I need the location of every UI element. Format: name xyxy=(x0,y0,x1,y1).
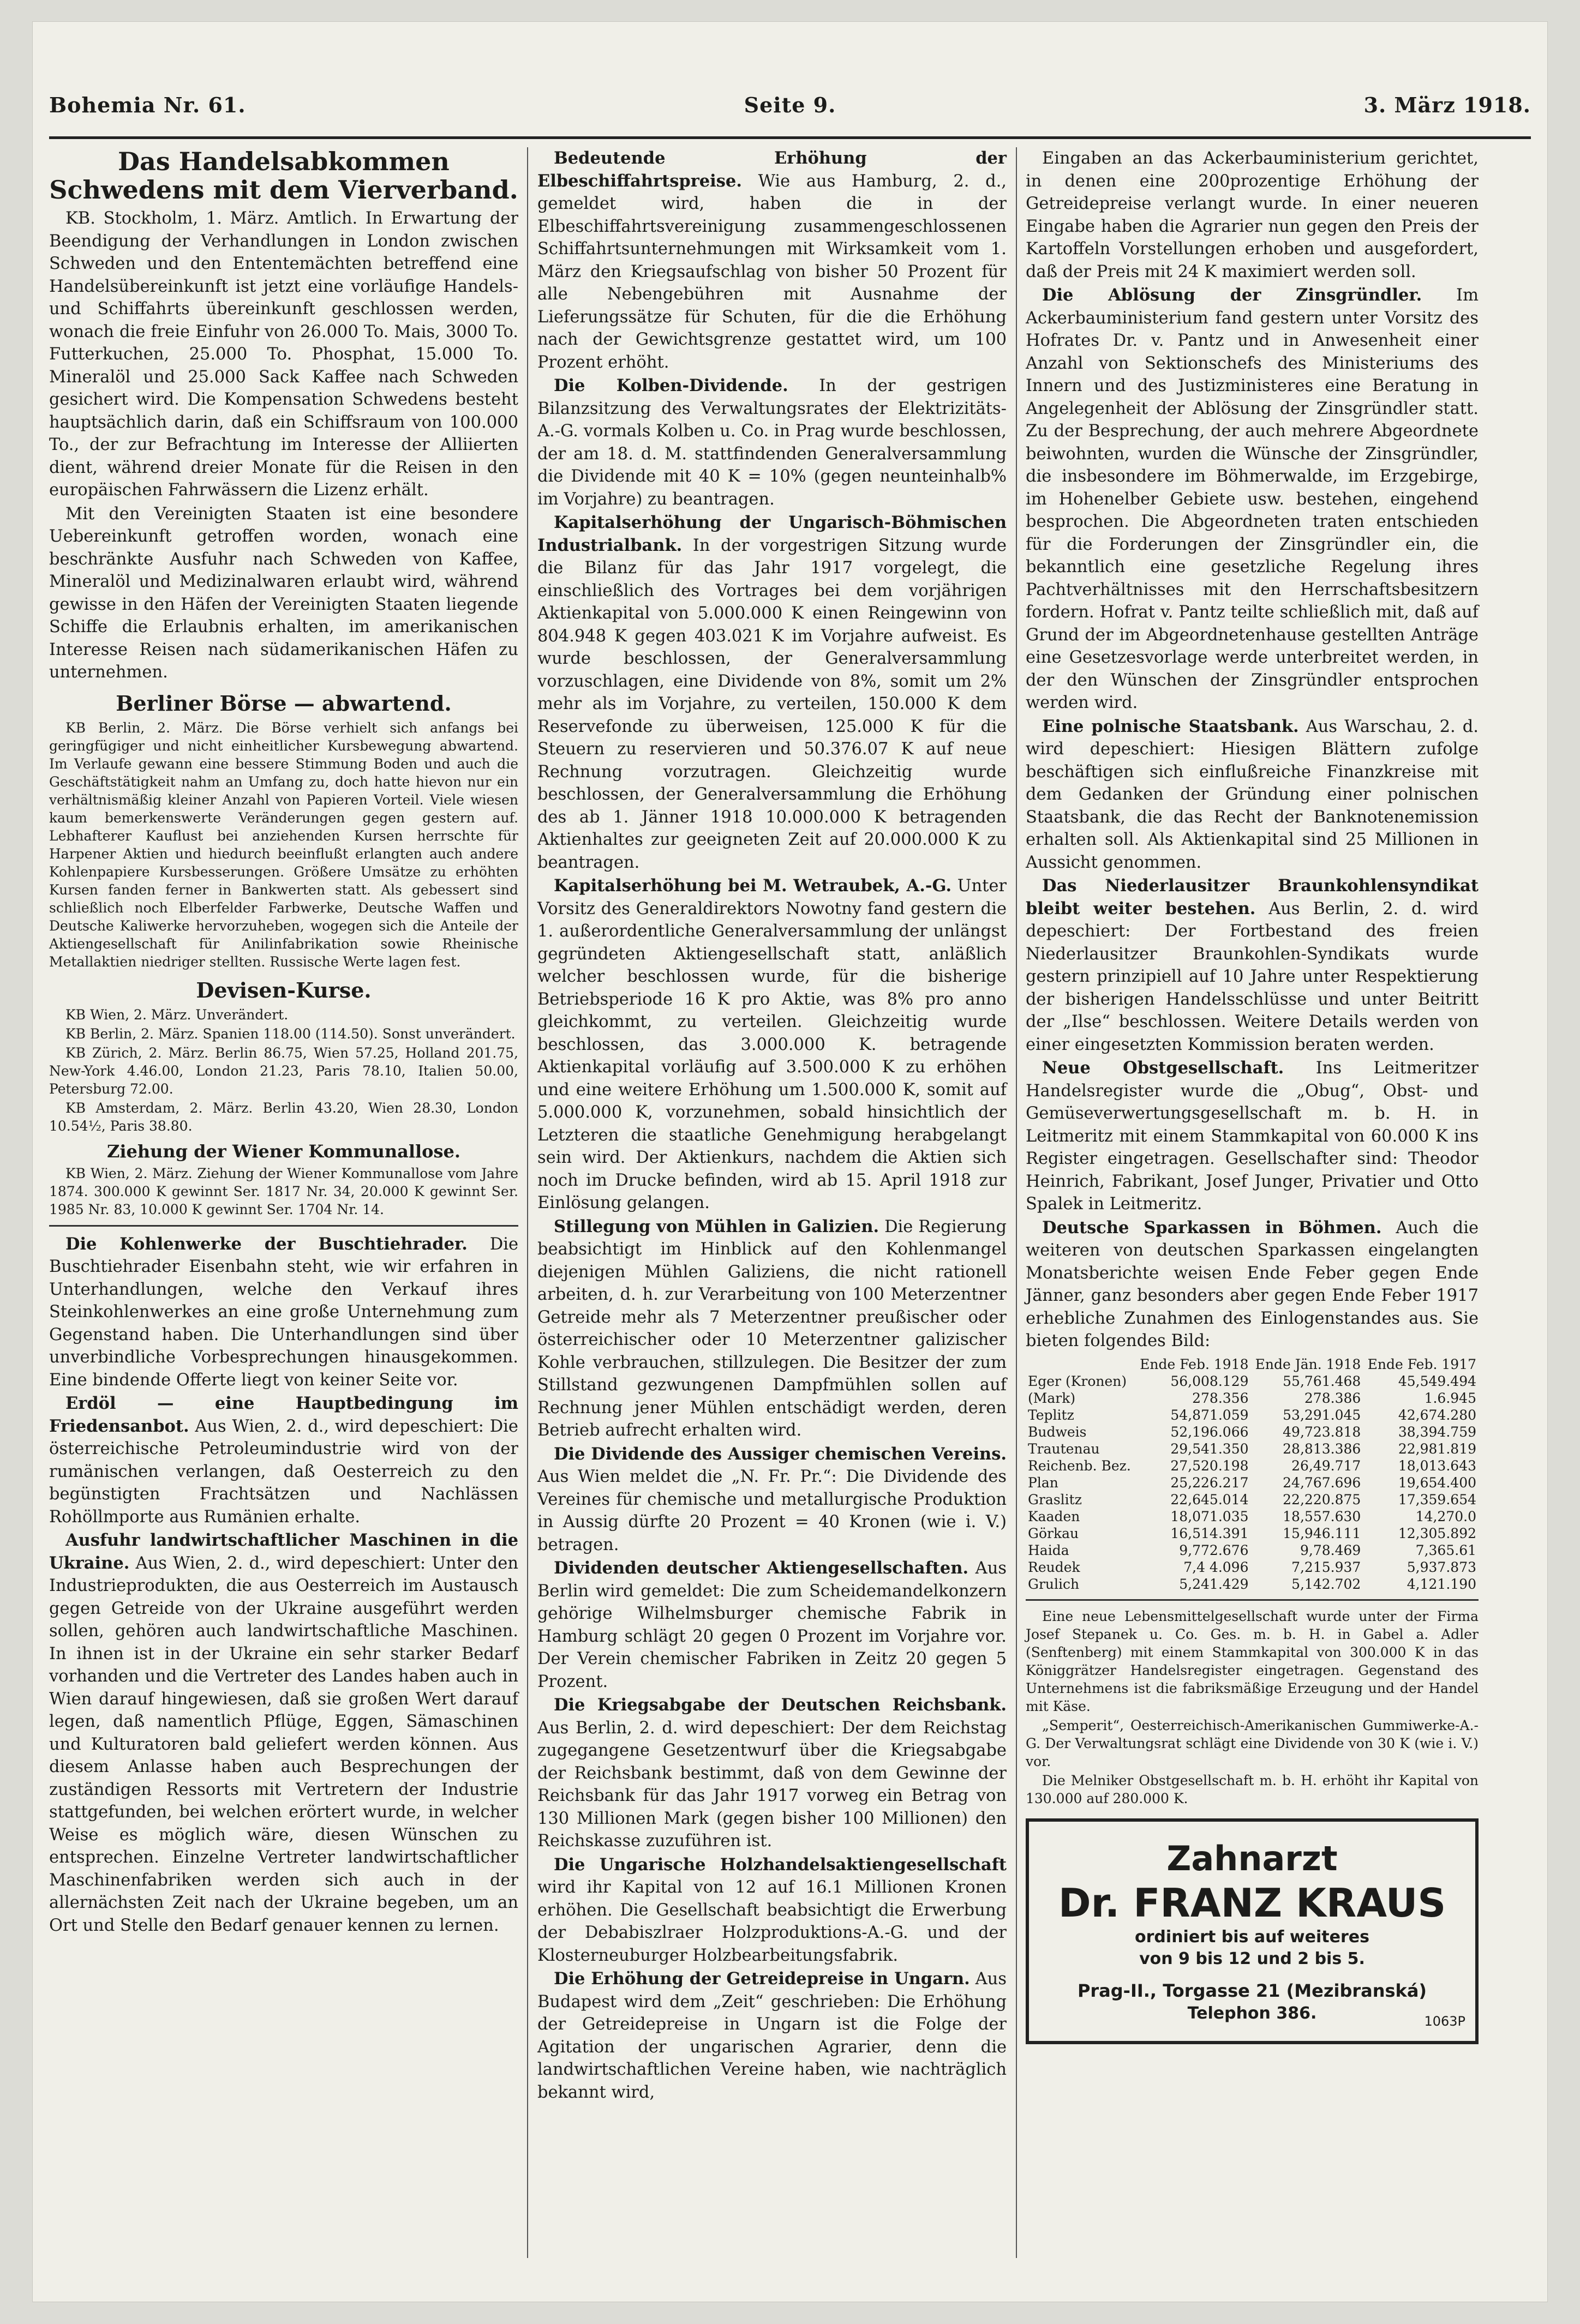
article-text: Unter Vorsitz des Generaldirektors Nowotny fand gestern die 1. außerordentliche Generalversammlung der unlängst gegründeten Aktiengesellschaft statt, anläßlich welcher beschlossen wurde, für die bisherige Betriebsperiode 16 K pro Aktie, was 8% pro anno gleichkommt, zu verteilen. Gleichzeitig wurde beschlossen, das 3.000.000 K. betragende Aktienkapital vorläufig auf 3.500.000 K zu erhöhen und eine weitere Erhöhung um 1.500.000 K, somit auf 5.000.000 K, vorzunehmen, sobald hinsichtlich der Letzteren die staatliche Genehmigung herabgelangt sein wird. Der Aktienkurs, nachdem die Aktien sich noch im Drucke befinden, wird ab 15. April 1918 zur Einlösung gelangen. xyxy=(537,876,1007,1212)
table-cell: Trautenau xyxy=(1028,1440,1100,1457)
article-headline: Ziehung der Wiener Kommunallose. xyxy=(106,1140,461,1162)
table-row xyxy=(1026,1457,1479,1474)
table-cell: 22,981.819 xyxy=(1398,1440,1476,1457)
article-runin-headline: Die Kriegsabgabe der Deutschen Reichsbank. xyxy=(554,1695,1007,1715)
article-text: Aus Warschau, 2. d. wird depeschiert: Hiesigen Blättern zufolge beschäftigen sich einflußreiche Finanzkreise mit dem Gedanken der Gründung einer polnischen Staatsbank, die das Recht der Banknotenemission erhalten soll. Als Aktienkapital sind 25 Millionen in Aussicht genommen. xyxy=(1026,717,1479,872)
article-runin-headline: Die Ungarische Holzhandelsaktiengesellschaft xyxy=(554,1854,1007,1875)
table-cell: Teplitz xyxy=(1028,1407,1074,1423)
article-text: Die Melniker Obstgesellschaft m. b. H. erhöht ihr Kapital von 130.000 auf 280.000 K. xyxy=(1026,1772,1479,1806)
column-3-notices xyxy=(1026,1607,1479,1807)
table-cell: 49,723.818 xyxy=(1283,1424,1361,1440)
table-cell: 22,220.875 xyxy=(1283,1491,1361,1508)
table-cell: 14,270.0 xyxy=(1415,1508,1476,1524)
table-row xyxy=(1026,1542,1479,1559)
table-cell: (Mark) xyxy=(1028,1390,1076,1406)
column-3 xyxy=(1026,147,1479,2044)
column-2 xyxy=(537,147,1007,2105)
article-text: Wie aus Hamburg, 2. d., gemeldet wird, haben die in der Elbeschiffahrtsvereinigung zusammengeschlossenen Schiffahrtsunternehmungen mit Wirksamkeit vom 1. März den Kriegsaufschlag von bisher 50 Prozent für alle Nebengebühren mit Ausnahme der Lieferungssätze für Schuten, für die die Erhöhung nach der Gewichtsgrenze gestattet wird, um 100 Prozent erhöht. xyxy=(537,171,1007,372)
column-1 xyxy=(49,147,518,1938)
ad-phone: Telephon 386. xyxy=(1187,2003,1317,2023)
article-paragraph xyxy=(537,875,1007,1215)
table-cell: 27,520.198 xyxy=(1170,1457,1249,1474)
table-cell: 52,196.066 xyxy=(1170,1424,1249,1440)
article-runin-headline: Bedeutende Erhöhung der Elbeschiffahrtspreise. xyxy=(537,148,1007,191)
article-paragraph xyxy=(537,1557,1007,1693)
ad-address: Prag-II., Torgasse 21 (Mezibranská) xyxy=(1077,1980,1427,2001)
article-paragraph xyxy=(49,1099,518,1135)
table-row xyxy=(1026,1440,1479,1457)
table-cell: 5,142.702 xyxy=(1291,1576,1361,1592)
article-text: KB Berlin, 2. März. Die Börse verhielt sich anfangs bei geringfügiger und nicht einheitlicher Kursbewegung abwartend. Im Verlaufe gewann eine bessere Stimmung Boden und auch die Geschäftstätigkeit nahm an Umfang zu, doch hatte hievon nur ein verhältnismäßig kleiner Anzahl von Papieren Vorteil. Viele wiesen kaum bemerkenswerte Veränderungen gegen gestern auf. Lebhafterer Kauflust bei anziehenden Kursen herrschte für Harpener Aktien und hiedurch beeinflußt erlangten auch andere Kohlenpapiere Kursbesserungen. Größere Umsätze zu erhöhten Kursen fanden ferner in Bankwerten statt. Als gebessert sind schließlich noch Elberfelder Farbwerke, Deutsche Waffen und Deutsche Kaliwerke hervorzuheben, wogegen sich die Anteile der Aktiengesellschaft für Anilinfabrikation sowie Rheinische Metallaktien niedriger stellten. Russische Werte lagen fest. xyxy=(49,719,518,970)
article-paragraph xyxy=(49,1164,518,1218)
table-cell: Plan xyxy=(1028,1474,1058,1491)
table-row xyxy=(1026,1491,1479,1508)
header-rule xyxy=(49,136,1531,139)
table-cell: 7,4 4.096 xyxy=(1183,1559,1249,1575)
article-text: wird ihr Kapital von 12 auf 16.1 Millionen Kronen erhöhen. Die Gesellschaft beabsichtigt die Erwerbung der Debabiszlraer Holzproduktions-A.-G. und der Klosterneuburger Holzbearbeitungsfabrik. xyxy=(537,1878,1007,1965)
article-text: In der gestrigen Bilanzsitzung des Verwaltungsrates der Elektrizitäts-A.-G. vormals Kolben u. Co. in Prag wurde beschlossen, der am 18. d. M. stattfindenden Generalversammlung die Dividende mit 40 K = 10% (gegen neunteinhalb% im Vorjahre) zu beantragen. xyxy=(537,376,1007,509)
table-cell: 18,013.643 xyxy=(1398,1457,1476,1474)
article-paragraph xyxy=(537,1854,1007,1967)
article-runin-headline: Die Kohlenwerke der Buschtiehrader. xyxy=(65,1234,468,1254)
table-row xyxy=(1026,1576,1479,1593)
table-cell: 54,871.059 xyxy=(1170,1407,1249,1423)
article-text: In der vorgestrigen Sitzung wurde die Bilanz für das Jahr 1917 vorgelegt, die einschließlich des Vortrages bei dem vorjährigen Aktienkapital von 5.000.000 K einen Reingewinn von 804.948 K gegen 403.021 K im Vorjahre aufweist. Es wurde beschlossen, der Generalversammlung vorzuschlagen, eine Dividende von 8%, somit um 2% mehr als im Vorjahre, zu verteilen, 150.000 K dem Reservefonde zu überweisen, 125.000 K für die Steuern zu reservieren und 50.376.07 K auf neue Rechnung vorzutragen. Gleichzeitig wurde beschlossen, der Generalversammlung die Erhöhung des ab 1. Jänner 1918 10.000.000 K betragenden Aktienhaltes zur geeigneten Zeit auf 20.000.000 K zu beantragen. xyxy=(537,536,1007,872)
table-cell: 12,305.892 xyxy=(1398,1525,1476,1541)
article-paragraph xyxy=(537,1216,1007,1442)
dentist-advertisement xyxy=(1026,1818,1479,2044)
table-cell: Reudek xyxy=(1028,1559,1080,1575)
article-paragraph xyxy=(1026,1771,1479,1807)
article-runin-headline: Die Kolben-Dividende. xyxy=(554,376,788,395)
article-runin-headline: Dividenden deutscher Aktiengesellschaften. xyxy=(554,1558,969,1578)
article-paragraph xyxy=(537,1694,1007,1853)
article-paragraph xyxy=(1026,716,1479,874)
table-cell: 22,645.014 xyxy=(1170,1491,1249,1508)
table-cell: 4,121.190 xyxy=(1407,1576,1476,1592)
article-runin-headline: Kapitalserhöhung bei M. Wetraubek, A.-G. xyxy=(554,876,952,896)
article-runin-headline: Die Ablösung der Zinsgründler. xyxy=(1042,285,1422,305)
table-row xyxy=(1026,1407,1479,1424)
article-paragraph xyxy=(49,1233,518,1392)
article-runin-headline: Eine polnische Staatsbank. xyxy=(1042,716,1299,736)
column-header: Ende Feb. 1917 xyxy=(1367,1356,1476,1372)
table-cell: 45,549.494 xyxy=(1398,1373,1476,1389)
table-row xyxy=(1026,1373,1479,1390)
table-row xyxy=(1026,1474,1479,1491)
ad-hours-note: ordiniert bis auf weiteres xyxy=(1135,1927,1369,1947)
article-paragraph xyxy=(49,1006,518,1024)
article-text: KB Wien, 2. März. Unverändert. xyxy=(65,1006,289,1023)
article-paragraph xyxy=(537,147,1007,374)
article-paragraph xyxy=(1026,1607,1479,1715)
article-runin-headline: Die Dividende des Aussiger chemischen Vereins. xyxy=(554,1444,1007,1464)
table-cell: 19,654.400 xyxy=(1398,1474,1476,1491)
table-cell: 38,394.759 xyxy=(1398,1424,1476,1440)
sparkassen-table xyxy=(1026,1356,1479,1593)
article-paragraph xyxy=(1026,147,1479,283)
table-cell: 16,514.391 xyxy=(1170,1525,1249,1541)
table-cell: 9,78.469 xyxy=(1300,1542,1361,1558)
article-paragraph xyxy=(1026,875,1479,1056)
table-row xyxy=(1026,1508,1479,1525)
article-runin-headline: Deutsche Sparkassen in Böhmen. xyxy=(1042,1217,1382,1238)
article-paragraph xyxy=(537,1443,1007,1557)
column-header: Ende Feb. 1918 xyxy=(1140,1356,1249,1372)
article-paragraph xyxy=(49,1529,518,1937)
table-cell: 24,767.696 xyxy=(1283,1474,1361,1491)
article-text: Auch die weiteren von deutschen Sparkassen eingelangten Monatsberichte weisen Ende Feber gegen Ende Jänner, ganz besonders aber gegen Ende Feber 1917 erhebliche Zunahmen des Einlogenstandes aus. Sie bieten folgendes Bild: xyxy=(1026,1218,1479,1350)
ad-code: 1063P xyxy=(1424,2014,1465,2029)
page-header xyxy=(49,93,1531,131)
table-row xyxy=(1026,1559,1479,1576)
table-cell: 55,761.468 xyxy=(1283,1373,1361,1389)
article-text: KB Zürich, 2. März. Berlin 86.75, Wien 57.25, Holland 201.75, New-York 4.46.00, London 21.23, Paris 78.10, Italien 50.00, Petersburg 72.00. xyxy=(49,1044,518,1097)
article-paragraph xyxy=(49,1044,518,1098)
article-paragraph xyxy=(49,207,518,502)
article-paragraph xyxy=(1026,1716,1479,1770)
table-cell: 5,937.873 xyxy=(1407,1559,1476,1575)
column-header xyxy=(1026,1356,1135,1373)
section-rule xyxy=(1026,1599,1479,1601)
article-text: Eingaben an das Ackerbauministerium gerichtet, in denen eine 200prozentige Erhöhung der Getreidepreise verlangt wurde. In einer neueren Eingabe haben die Agrarier nun gegen den Preis der Kartoffeln Vorstellungen erhoben und ausgefordert, daß der Preis mit 24 K maximiert werden soll. xyxy=(1026,149,1479,281)
table-cell: 7,215.937 xyxy=(1291,1559,1361,1575)
table-cell: Kaaden xyxy=(1028,1508,1080,1524)
article-paragraph xyxy=(537,1968,1007,2104)
ad-name: Dr. FRANZ KRAUS xyxy=(1058,1879,1446,1926)
table-cell: Grulich xyxy=(1028,1576,1080,1592)
table-row xyxy=(1026,1424,1479,1440)
article-text: Ins Leitmeritzer Handelsregister wurde die „Obug“, Obst- und Gemüseverwertungsgesellschaft m. b. H. in Leitmeritz mit einem Stammkapital von 60.000 K ins Register eingetragen. Gesellschafter sind: Theodor Heinrich, Fabrikant, Josef Junger, Privatier und Otto Spalek in Leitmeritz. xyxy=(1026,1059,1479,1214)
article-paragraph xyxy=(537,512,1007,874)
article-text: Im Ackerbauministerium fand gestern unter Vorsitz des Hofrates Dr. v. Pantz und in Anwesenheit einer Anzahl von Sektionschefs des Ministeriums des Innern und des Justizministeres eine Beratung in Angelegenheit der Ablösung der Zinsgründler statt. Zu der Besprechung, der auch mehrere Abgeordnete beiwohnten, wurden die Wünsche der Zinsgründler, die insbesondere im Böhmerwalde, im Erzgebirge, im Hohenelber Gebiete usw. bestehen, eingehend besprochen. Die Abgeordneten traten entschieden für die Forderungen der Zinsgründler ein, die bekanntlich eine gesetzliche Regelung ihres Pachtverhältnisses mit den Herrschaftsbesitzern fordern. Hofrat v. Pantz teilte schließlich mit, daß auf Grund der im Abgeordnetenhause gestellten Anträge eine Gesetzesvorlage werde unterbreitet werden, in der den Wünschen der Zinsgründler entsprochen werden wird. xyxy=(1026,286,1479,712)
table-cell: 29,541.350 xyxy=(1170,1440,1249,1457)
article-headline: Devisen-Kurse. xyxy=(196,977,372,1002)
table-cell: Budweis xyxy=(1028,1424,1087,1440)
table-cell: 53,291.045 xyxy=(1283,1407,1361,1423)
header-issue: Bohemia Nr. 61. xyxy=(49,93,246,117)
header-page-number: Seite 9. xyxy=(744,93,836,117)
table-row xyxy=(1026,1525,1479,1542)
article-text: KB. Stockholm, 1. März. Amtlich. In Erwartung der Beendigung der Verhandlungen in London zwischen Schweden und den Ententemächten betreffend eine Handelsübereinkunft ist jetzt eine vorläufige Handels- und Schiffahrts übereinkunft geschlossen werden, wonach die freie Einfuhr von 26.000 To. Mais, 3000 To. Futterkuchen, 25.000 To. Phosphat, 15.000 To. Mineralöl und 25.000 Sack Kaffee nach Schweden gesichert wird. Die Kompensation Schwedens besteht hauptsächlich darin, daß ein Schiffsraum von 100.000 To., der zur Befrachtung im Interesse der Alliierten dient, während dreier Monate für die Reisen in den europäischen Fahrwässern die Lizenz erhält. xyxy=(49,209,518,500)
article-paragraph xyxy=(49,719,518,971)
table-cell: Eger (Kronen) xyxy=(1028,1373,1127,1389)
article-runin-headline: Kapitalserhöhung der Ungarisch-Böhmischen Industrialbank. xyxy=(537,513,1007,555)
ad-title: Zahnarzt xyxy=(1166,1838,1338,1878)
article-runin-headline: Das Niederlausitzer Braunkohlensyndikat bleibt weiter bestehen. xyxy=(1026,876,1479,918)
table-cell: Graslitz xyxy=(1028,1491,1082,1508)
article-paragraph xyxy=(49,1392,518,1528)
column-divider xyxy=(1016,147,1017,2258)
article-paragraph xyxy=(537,375,1007,511)
table-cell: 278.386 xyxy=(1304,1390,1361,1406)
article-paragraph xyxy=(1026,1057,1479,1216)
table-cell: 1.6.945 xyxy=(1424,1390,1476,1406)
article-paragraph xyxy=(49,503,518,684)
table-cell: 17,359.654 xyxy=(1398,1491,1476,1508)
table-cell: 5,241.429 xyxy=(1179,1576,1249,1592)
article-runin-headline: Die Erhöhung der Getreidepreise in Ungarn. xyxy=(554,1969,970,1989)
table-cell: 56,008.129 xyxy=(1170,1373,1249,1389)
section-rule xyxy=(49,1225,518,1227)
article-text: Aus Berlin, 2. d. wird depeschiert: Der Fortbestand des freien Niederlausitzer Braunkohlen-Syndikats wurde gestern prinzipiell auf 10 Jahre unter Respektierung der bisherigen Handelsschlüsse und unter Beitritt der „Ilse“ beschlossen. Weitere Details werden von einer eingesetzten Kommission beraten werden. xyxy=(1026,899,1479,1054)
table-row xyxy=(1026,1390,1479,1407)
article-runin-headline: Neue Obstgesellschaft. xyxy=(1042,1058,1284,1078)
article-runin-headline: Stillegung von Mühlen in Galizien. xyxy=(554,1216,879,1236)
table-cell: Görkau xyxy=(1028,1525,1079,1541)
table-cell: Haida xyxy=(1028,1542,1069,1558)
article-text: Mit den Vereinigten Staaten ist eine besondere Uebereinkunft getroffen worden, wonach eine beschränkte Ausfuhr nach Schweden von Kaffee, Mineralöl und Medizinalwaren erlaubt wird, während gewisse in den Häfen der Vereinigten Staaten liegende Schiffe die Erlaubnis erhalten, im amerikanischen Interesse Reisen nach südamerikanischen Häfen zu unternehmen. xyxy=(49,504,518,682)
article-paragraph xyxy=(1026,1217,1479,1353)
table-cell: 18,071.035 xyxy=(1170,1508,1249,1524)
article-text: Aus Budapest wird dem „Zeit“ geschrieben: Die Erhöhung der Getreidepreise in Ungarn ist die Folge der Agitation der ungarischen Agrarier, denn die landwirtschaftlichen Vereine haben, wie nachträglich bekannt wird, xyxy=(537,1969,1007,2102)
table-cell: 7,365.61 xyxy=(1415,1542,1476,1558)
article-text: „Semperit“, Oesterreichisch-Amerikanischen Gummiwerke-A.-G. Der Verwaltungsrat schlägt eine Dividende von 30 K (wie i. V.) vor. xyxy=(1026,1717,1479,1769)
column-divider xyxy=(527,147,528,2258)
article-paragraph xyxy=(1026,284,1479,714)
table-cell: 42,674.280 xyxy=(1398,1407,1476,1423)
table-header-row xyxy=(1026,1356,1479,1373)
article-text: Aus Wien, 2. d., wird depeschiert: Die österreichische Petroleumindustrie wird von der rumänischen verlangen, daß Oesterreich zu den begünstigten Frachtsätzen und Nachlässen Rohöllmporte aus Rumänien erhalte. xyxy=(49,1416,518,1527)
article-text: KB Wien, 2. März. Ziehung der Wiener Kommunallose vom Jahre 1874. 300.000 K gewinnt Ser. 1817 Nr. 34, 20.000 K gewinnt Ser. 1985 Nr. 83, 10.000 K gewinnt Ser. 1704 Nr. 14. xyxy=(49,1165,518,1217)
article-runin-headline: Ausfuhr landwirtschaftlicher Maschinen in die Ukraine. xyxy=(49,1530,518,1573)
article-text: KB Amsterdam, 2. März. Berlin 43.20, Wien 28.30, London 10.54½, Paris 38.80. xyxy=(49,1100,518,1134)
column-3-articles xyxy=(1026,147,1479,1353)
table-cell: 278.356 xyxy=(1192,1390,1249,1406)
table-cell: 28,813.386 xyxy=(1283,1440,1361,1457)
article-text: Eine neue Lebensmittelgesellschaft wurde unter der Firma Josef Stepanek u. Co. Ges. m. b. H. in Gabel a. Adler (Senftenberg) mit einem Stammkapital von 300.000 K in das Königgrätzer Handelsregister eingetragen. Gegenstand des Unternehmens ist die fabriksmäßige Erzeugung und der Handel mit Käse. xyxy=(1026,1608,1479,1714)
table-cell: 26,49.717 xyxy=(1291,1457,1361,1474)
header-date: 3. März 1918. xyxy=(1363,93,1531,117)
article-text: Die Regierung beabsichtigt im Hinblick auf den Kohlenmangel diejenigen Mühlen Galiziens, die nicht rationell arbeiten, d. h. zur Verarbeitung von 100 Meterzentner Getreide mehr als 7 Meterzentner preußischer oder österreichischer oder 10 Meterzentner galizischer Kohle verbrauchen, stillzulegen. Die Besitzer der zum Stillstand gezwungenen Dampfmühlen sollen auf Rechnung jener Mühlen entschädigt werden, deren Betrieb aufrecht erhalten wird. xyxy=(537,1217,1007,1440)
article-headline: Das Handelsabkommen Schwedens mit dem Vierverband. xyxy=(49,147,518,205)
table-cell: 15,946.111 xyxy=(1283,1525,1361,1541)
article-text: Aus Berlin wird gemeldet: Die zum Scheidemandelkonzern gehörige Wilhelmsburger chemische Fabrik in Hamburg schlägt 20 gegen 0 Prozent im Vorjahre vor. Der Verein chemischer Fabriken in Zeitz 20 gegen 5 Prozent. xyxy=(537,1559,1007,1691)
article-text: KB Berlin, 2. März. Spanien 118.00 (114.50). Sonst unverändert. xyxy=(65,1025,516,1042)
article-text: Aus Berlin, 2. d. wird depeschiert: Der dem Reichstag zugegangene Gesetzentwurf über die Kriegsabgabe der Reichsbank bestimmt, daß von dem Gewinne der Reichsbank für das Jahr 1917 vorweg ein Betrag von 130 Millionen Mark (gegen bisher 100 Millionen) den Reichskasse zuzuführen ist. xyxy=(537,1718,1007,1851)
ad-hours: von 9 bis 12 und 2 bis 5. xyxy=(1139,1949,1365,1968)
article-text: Aus Wien meldet die „N. Fr. Pr.“: Die Dividende des Vereines für chemische und metallurgische Produktion in Aussig dürfte 20 Prozent = 40 Kronen (wie i. V.) betragen. xyxy=(537,1467,1007,1554)
table-cell: 25,226.217 xyxy=(1170,1474,1249,1491)
article-headline: Berliner Börse — abwartend. xyxy=(116,690,452,716)
article-runin-headline: Erdöl — eine Hauptbedingung im Friedensanbot. xyxy=(49,1394,518,1436)
column-header: Ende Jän. 1918 xyxy=(1255,1356,1361,1372)
article-paragraph xyxy=(49,1025,518,1043)
table-cell: 18,557.630 xyxy=(1283,1508,1361,1524)
table-cell: Reichenb. Bez. xyxy=(1028,1457,1131,1474)
article-text: Die Buschtiehrader Eisenbahn steht, wie wir erfahren in Unterhandlungen, welche den Verkauf ihres Steinkohlenwerkes an eine große Unternehmung zum Gegenstand haben. Die Unterhandlungen sind über unverbindliche Vorbesprechungen hinausgekommen. Eine bindende Offerte liegt von keiner Seite vor. xyxy=(49,1234,518,1390)
article-text: Aus Wien, 2. d., wird depeschiert: Unter den Industrieprodukten, die aus Oesterreich im Austausch gegen Getreide von der Ukraine ausgeführt werden sollen, gehören auch landwirtschaftliche Maschinen. In ihnen ist in der Ukraine ein sehr starker Bedarf vorhanden und die Vertreter des Landes haben auch in Wien darauf hingewiesen, daß sie großen Wert darauf legen, daß namentlich Pflüge, Eggen, Sämaschinen und Kulturatoren bald geliefert werden können. Aus diesem Anlasse haben auch Besprechungen der zuständigen Ressorts mit Vertretern der Industrie stattgefunden, bei welchen erörtert wurde, in welcher Weise es möglich wäre, diesen Wünschen zu entsprechen. Einzelne Vertreter landwirtschaftlicher Maschinenfabriken werden sich auch in der allernächsten Zeit nach der Ukraine begeben, um an Ort und Stelle den Bedarf genauer kennen zu lernen. xyxy=(49,1553,518,1935)
table-cell: 9,772.676 xyxy=(1179,1542,1249,1558)
